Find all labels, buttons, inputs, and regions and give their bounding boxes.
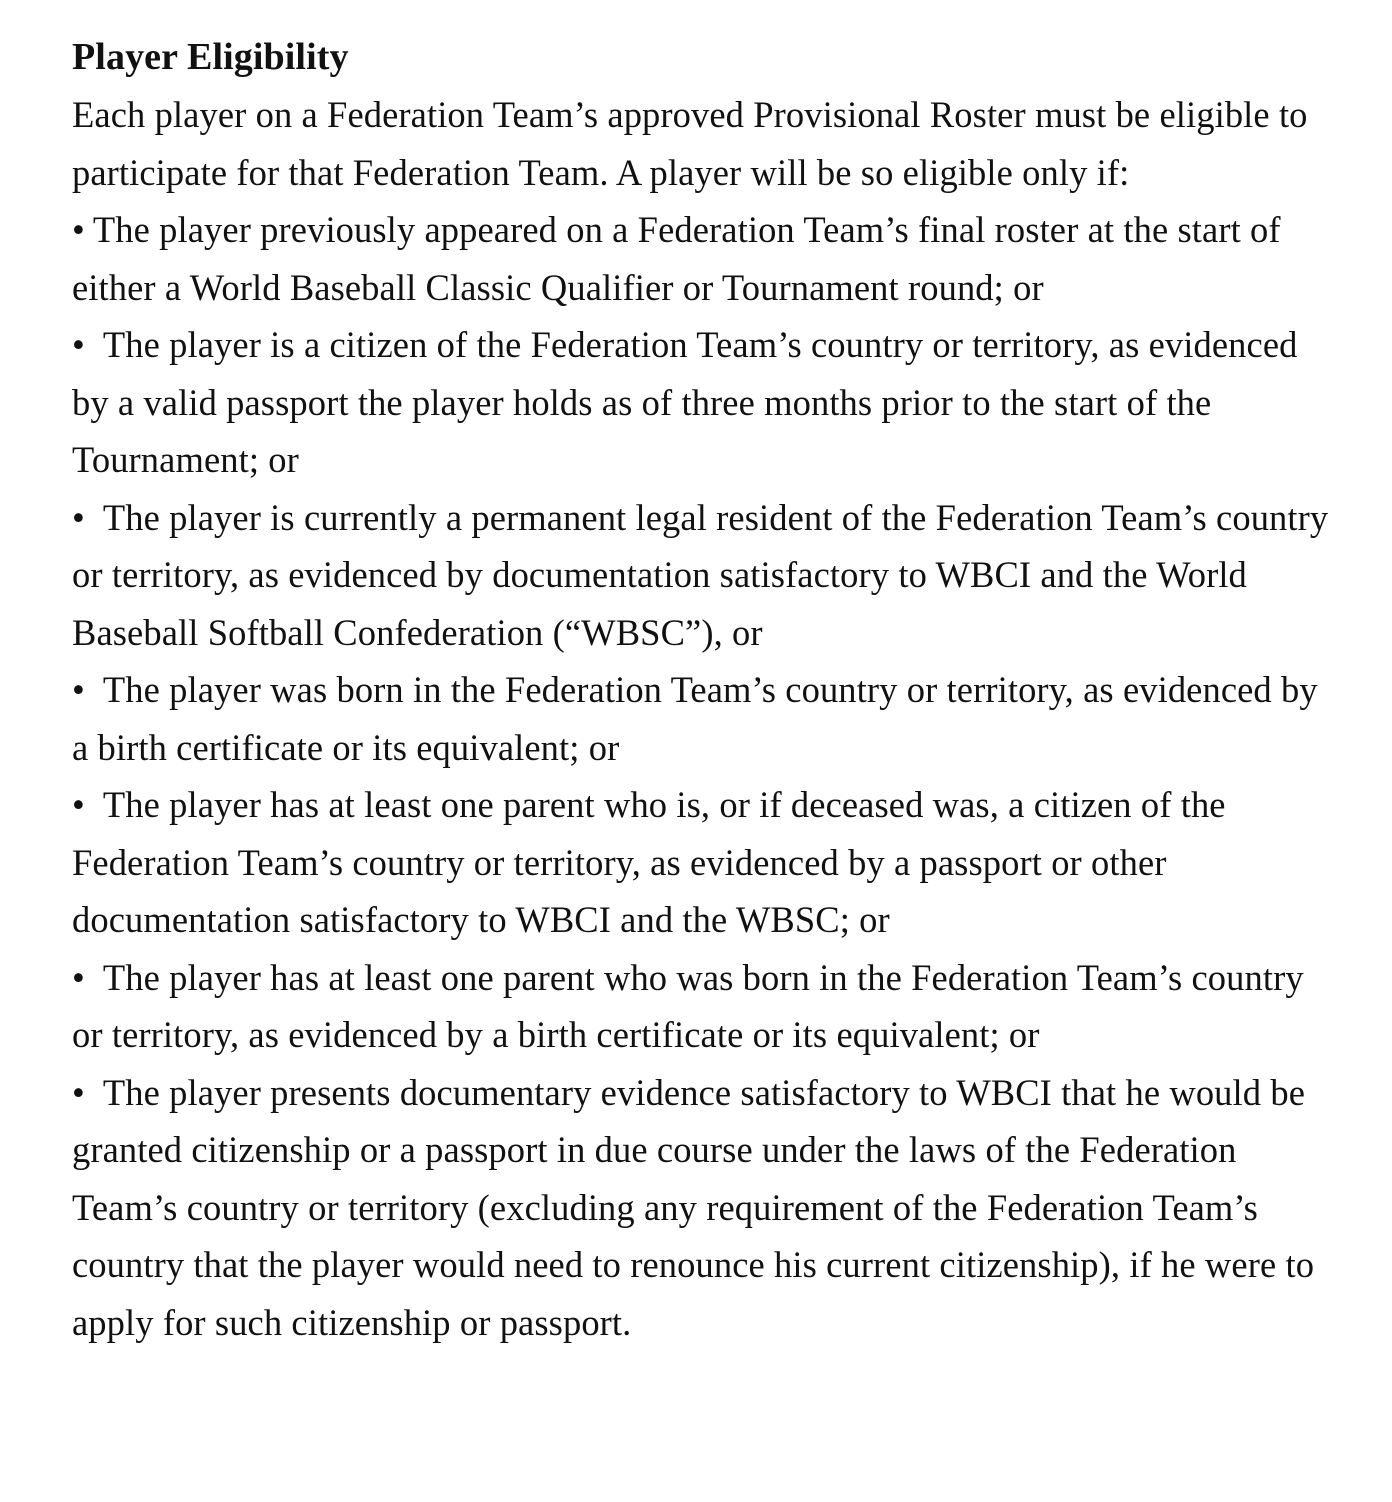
eligibility-item (72, 1064, 1342, 1352)
eligibility-item (72, 949, 1342, 1064)
section-heading: Player Eligibility (72, 36, 349, 78)
bullet-icon: • (72, 784, 85, 825)
bullet-icon: • (72, 956, 85, 998)
eligibility-item-text: The player is a citizen of the Federation Team’s country or territory, as evidenced by a valid passport the player holds as of three months prior to the start of the Tournament; or (72, 324, 1298, 480)
eligibility-item-text: The player has at least one parent who was born in the Federation Team’s country or territory, as evidenced by a birth certificate or its equivalent; or (72, 956, 1304, 1055)
bullet-icon: • (72, 1071, 85, 1113)
eligibility-item-text: The player has at least one parent who is, or if deceased was, a citizen of the Federation Team’s country or territory, as evidenced by a passport or other documentation satisfactory to WBCI and the WBSC; or (72, 784, 1226, 940)
bullet-icon: • (72, 669, 85, 710)
eligibility-item-text: The player previously appeared on a Federation Team’s final roster at the start of either a World Baseball Classic Qualifier or Tournament round; or (72, 209, 1281, 308)
eligibility-item (72, 201, 1342, 316)
bullet-icon: • (72, 324, 85, 365)
eligibility-item (72, 489, 1342, 662)
eligibility-item (72, 776, 1342, 949)
bullet-icon: • (72, 209, 85, 250)
eligibility-item (72, 316, 1342, 489)
eligibility-item (72, 661, 1342, 776)
eligibility-item-text: The player presents documentary evidence satisfactory to WBCI that he would be granted citizenship or a passport in due course under the laws of the Federation Team’s country or territory (excluding any requirement of the Federation Team’s country that the player would need to renounce his current citizenship), if he were to apply for such citizenship or passport. (72, 1071, 1315, 1343)
eligibility-item-text: The player was born in the Federation Team’s country or territory, as evidenced by a birth certificate or its equivalent; or (72, 669, 1318, 768)
eligibility-item-text: The player is currently a permanent legal resident of the Federation Team’s country or territory, as evidenced by documentation satisfactory to WBCI and the World Baseball Softball Confederation (“WBSC”), or (72, 496, 1329, 653)
intro-paragraph: Each player on a Federation Team’s approved Provisional Roster must be eligible to participate for that Federation Team. A player will be so eligible only if: (72, 94, 1308, 193)
bullet-icon: • (72, 496, 85, 538)
document-body (72, 86, 1342, 1351)
